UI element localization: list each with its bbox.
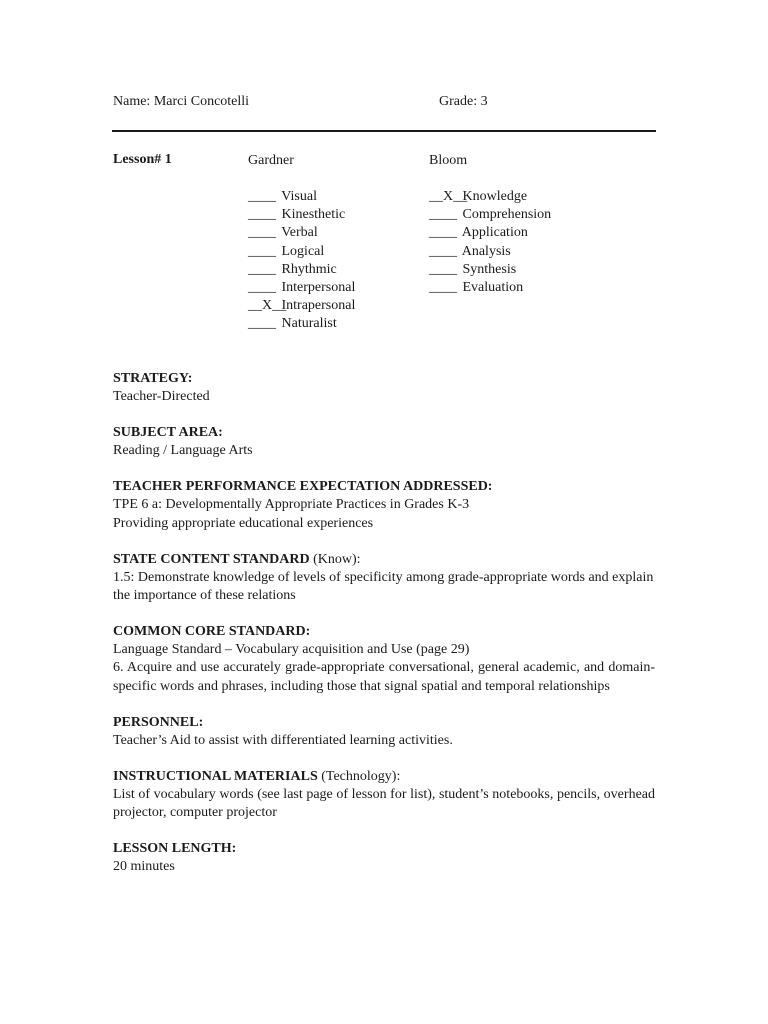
item-label: Intrapersonal bbox=[281, 298, 356, 314]
gardner-list bbox=[248, 188, 355, 334]
section-text: 1.5: Demonstrate knowledge of levels of specificity among grade-appropriate words and explain the importance of these relations bbox=[113, 569, 654, 604]
list-item bbox=[429, 224, 551, 242]
strategy-section bbox=[113, 370, 655, 406]
section-text: Teacher’s Aid to assist with differentiated learning activities. bbox=[113, 732, 453, 748]
section-text: Language Standard – Vocabulary acquisition and Use (page 29) bbox=[113, 642, 470, 658]
section-heading-note: (Technology): bbox=[321, 769, 401, 785]
item-label: Logical bbox=[281, 243, 325, 259]
list-item bbox=[248, 315, 355, 333]
list-item bbox=[248, 243, 355, 261]
check-blank: ____ bbox=[248, 225, 276, 241]
check-blank: ____ bbox=[248, 261, 276, 277]
student-name: Name: Marci Concotelli bbox=[113, 94, 250, 109]
check-blank: ____ bbox=[429, 225, 457, 241]
item-label: Synthesis bbox=[462, 261, 517, 277]
item-label: Naturalist bbox=[281, 316, 337, 332]
check-blank: ____ bbox=[248, 316, 276, 332]
check-blank: ____ bbox=[248, 207, 276, 223]
section-heading: PERSONNEL: bbox=[113, 714, 204, 730]
common-core-section bbox=[113, 623, 655, 696]
lesson-number: Lesson# 1 bbox=[113, 152, 172, 167]
document-header bbox=[113, 94, 656, 112]
bloom-list bbox=[429, 188, 551, 297]
personnel-section bbox=[113, 714, 655, 750]
check-blank: ____ bbox=[248, 243, 276, 259]
section-text: Providing appropriate educational experiences bbox=[113, 515, 374, 531]
section-heading: STRATEGY: bbox=[113, 371, 193, 386]
section-text: Teacher-Directed bbox=[113, 389, 210, 404]
materials-section bbox=[113, 768, 655, 822]
list-item bbox=[429, 279, 551, 297]
item-label: Application bbox=[461, 225, 528, 241]
list-item bbox=[429, 206, 551, 224]
check-mark: __X__ bbox=[429, 189, 468, 204]
section-text: TPE 6 a: Developmentally Appropriate Practices in Grades K-3 bbox=[113, 497, 470, 513]
section-heading-row bbox=[113, 768, 655, 786]
section-heading-note: (Know): bbox=[313, 551, 361, 567]
section-heading-row bbox=[113, 551, 655, 569]
gardner-column bbox=[248, 152, 355, 334]
section-text: List of vocabulary words (see last page of lesson for list), student’s notebooks, pencils, overhead projector, computer projector bbox=[113, 787, 655, 821]
section-heading: STATE CONTENT STANDARD bbox=[113, 551, 310, 567]
item-label: Visual bbox=[281, 189, 317, 204]
section-heading: INSTRUCTIONAL MATERIALS bbox=[113, 769, 318, 785]
subject-area-section bbox=[113, 424, 655, 460]
list-item bbox=[248, 297, 355, 315]
state-standard-section bbox=[113, 551, 655, 605]
section-heading: SUBJECT AREA: bbox=[113, 425, 223, 441]
bloom-heading: Bloom bbox=[429, 153, 468, 168]
list-item bbox=[429, 243, 551, 261]
list-item bbox=[248, 261, 355, 279]
list-item bbox=[248, 224, 355, 242]
tpe-section bbox=[113, 478, 655, 532]
section-heading: TEACHER PERFORMANCE EXPECTATION ADDRESSED: bbox=[113, 479, 493, 495]
item-label: Rhythmic bbox=[281, 261, 337, 277]
check-blank: ____ bbox=[248, 279, 276, 295]
item-label: Evaluation bbox=[462, 279, 524, 295]
list-item bbox=[248, 279, 355, 297]
item-label: Knowledge bbox=[462, 189, 528, 204]
check-blank: ____ bbox=[429, 261, 457, 277]
section-text: 20 minutes bbox=[113, 859, 175, 875]
lesson-length-section bbox=[113, 840, 655, 876]
check-blank: ____ bbox=[248, 189, 276, 204]
bloom-column bbox=[429, 152, 551, 297]
list-item bbox=[248, 188, 355, 206]
list-item bbox=[429, 261, 551, 279]
section-text: 6. Acquire and use accurately grade-appropriate conversational, general academic, and domain-specific words and phrases, including those that signal spatial and temporal relationships bbox=[113, 660, 655, 694]
check-blank: ____ bbox=[429, 279, 457, 295]
section-heading: LESSON LENGTH: bbox=[113, 841, 237, 857]
section-text: Reading / Language Arts bbox=[113, 443, 253, 459]
list-item bbox=[248, 206, 355, 224]
lesson-sections bbox=[113, 370, 655, 895]
gardner-heading: Gardner bbox=[248, 153, 294, 168]
section-heading: COMMON CORE STANDARD: bbox=[113, 624, 311, 640]
item-label: Analysis bbox=[461, 243, 511, 259]
item-label: Comprehension bbox=[462, 207, 552, 223]
grade-level: Grade: 3 bbox=[439, 94, 488, 109]
check-blank: ____ bbox=[429, 207, 457, 223]
check-blank: ____ bbox=[429, 243, 457, 259]
check-mark: __X__ bbox=[248, 298, 287, 314]
header-divider bbox=[112, 130, 656, 132]
item-label: Interpersonal bbox=[281, 279, 356, 295]
lesson-classification bbox=[113, 152, 656, 337]
item-label: Kinesthetic bbox=[281, 207, 346, 223]
list-item bbox=[429, 188, 551, 206]
item-label: Verbal bbox=[281, 225, 318, 241]
